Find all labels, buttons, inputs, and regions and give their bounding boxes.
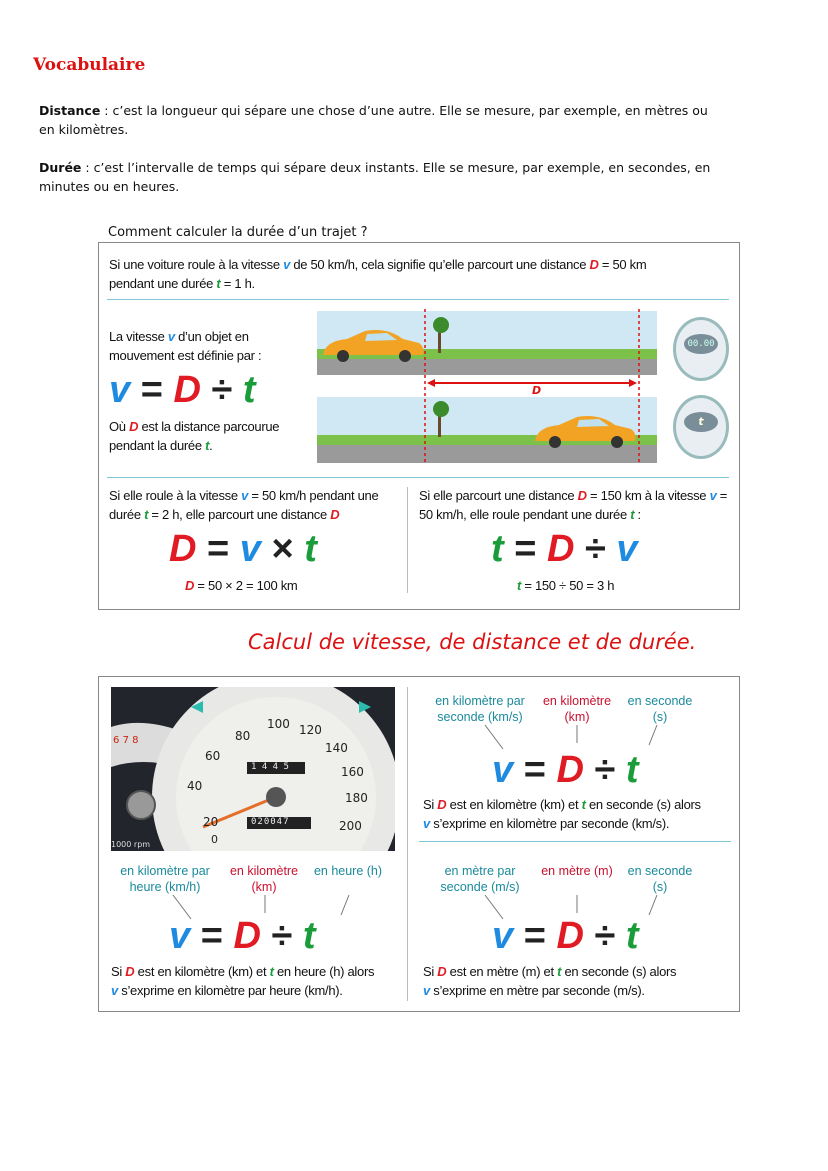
duree-text: : c’est l’intervalle de temps qui sépare deux instants. Elle se mesure, par exemple, en secondes, en minutes ou en heures. <box>39 160 711 194</box>
section2-title: Calcul de vitesse, de distance et de durée. <box>248 630 697 654</box>
unit-label-speed: en kilomètre par seconde (km/s) <box>435 694 525 724</box>
vocab-title: Vocabulaire <box>33 55 146 75</box>
tick-label: 140 <box>325 741 348 755</box>
divider <box>407 487 408 593</box>
divider <box>407 687 408 1001</box>
formula-km-s: v = D ÷ t <box>492 749 639 791</box>
unit-label-speed: en mètre par seconde (m/s) <box>440 864 520 894</box>
rpm-label: 1000 rpm <box>111 840 151 849</box>
tick-label-zero: 0 <box>211 833 218 846</box>
unit-label-time: en seconde (s) <box>627 864 693 894</box>
road-illustration <box>317 309 657 465</box>
intro-text: Si une voiture roule à la vitesse v de 50 km/h, cela signifie qu’elle parcourt une distance D = 50 km pendant une durée t = 1 h. <box>109 257 647 291</box>
divider <box>107 477 729 478</box>
distance-term: Distance <box>39 103 101 118</box>
unit-label-time: en seconde (s) <box>627 694 693 724</box>
tick-label: 160 <box>341 765 364 779</box>
km-h-text: Si D est en kilomètre (km) et t en heure (h) alors v s’exprime en kilomètre par heure (km/h). <box>111 964 375 998</box>
formula-m-s: v = D ÷ t <box>492 915 639 957</box>
tach-labels: 6 7 8 <box>113 735 139 746</box>
vitesse-definition: La vitesse v d’un objet en mouvement est définie par : <box>109 329 262 363</box>
pointer-lines <box>479 723 679 751</box>
tick-label: 40 <box>187 779 203 793</box>
where-text: Où D est la distance parcourue pendant la durée t. <box>109 419 280 453</box>
duree-definition <box>39 158 719 196</box>
box1-title: Comment calculer la durée d’un trajet ? <box>108 225 368 240</box>
distance-definition <box>39 101 719 139</box>
left-calc: D = 50 × 2 = 100 km <box>185 578 298 593</box>
tick-label: 200 <box>339 819 362 833</box>
odometer: 020047 <box>251 817 290 827</box>
formula-vitesse: v = D ÷ t <box>109 369 256 411</box>
road-distance-label: D <box>532 384 542 397</box>
m-s-text: Si D est en mètre (m) et t en seconde (s) alors v s’exprime en mètre par seconde (m/s). <box>423 964 677 998</box>
right-calc: t = 150 ÷ 50 = 3 h <box>517 578 615 593</box>
formula-distance: D = v × t <box>169 528 317 570</box>
tick-label: 100 <box>267 717 290 731</box>
tick-label: 80 <box>235 729 251 743</box>
tick-label: 120 <box>299 723 322 737</box>
km-s-text: Si D est en kilomètre (km) et t en seconde (s) alors v s’exprime en kilomètre par seconde (km/s). <box>423 797 701 831</box>
left-example-text: Si elle roule à la vitesse v = 50 km/h pendant une durée t = 2 h, elle parcourt une distance D <box>109 488 379 522</box>
formula-km-h: v = D ÷ t <box>169 915 316 957</box>
unit-label-distance: en kilomètre (km) <box>542 694 612 724</box>
right-example-text: Si elle parcourt une distance D = 150 km à la vitesse v = 50 km/h, elle roule pendant une durée t : <box>419 488 728 522</box>
unit-label-time: en heure (h) <box>313 864 383 878</box>
tick-label: 60 <box>205 749 221 763</box>
tick-label: 20 <box>203 815 219 829</box>
tick-label: 180 <box>345 791 368 805</box>
formula-duree: t = D ÷ v <box>491 528 638 570</box>
unit-label: km/h <box>267 838 290 848</box>
trip-counter: 1 4 4 5 <box>251 762 289 772</box>
stopwatch-icon: t <box>673 395 729 459</box>
box-unites <box>98 676 740 1012</box>
speedometer-image <box>111 687 395 851</box>
unit-label-speed: en kilomètre par heure (km/h) <box>120 864 210 894</box>
unit-label-distance: en kilomètre (km) <box>229 864 299 894</box>
box-duree-trajet <box>98 242 740 610</box>
divider <box>419 841 731 842</box>
stopwatch-icon: 00.00 <box>673 317 729 381</box>
distance-text: : c’est la longueur qui sépare une chose d’une autre. Elle se mesure, par exemple, en mètres ou en kilomètres. <box>39 103 708 137</box>
unit-label-distance: en mètre (m) <box>541 864 613 878</box>
divider <box>107 299 729 300</box>
duree-term: Durée <box>39 160 82 175</box>
